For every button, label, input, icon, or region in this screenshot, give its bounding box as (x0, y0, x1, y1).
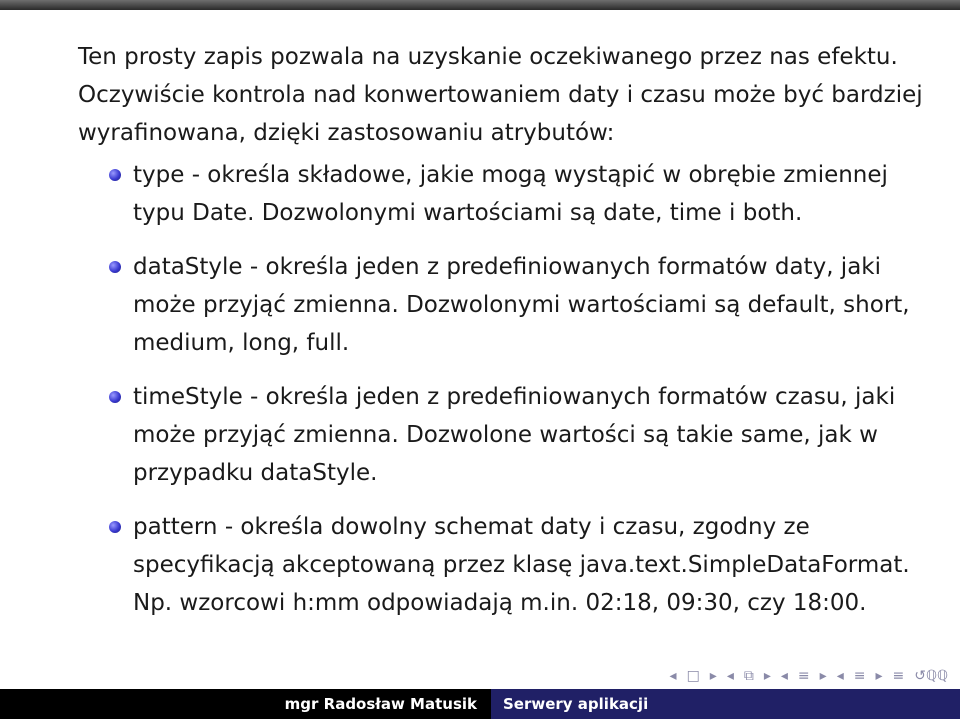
top-bar (0, 0, 960, 10)
list-item-text: timeStyle - określa jeden z predefiniowanych formatów czasu, jaki może przyjąć zmienna. Dozwolone wartości są takie same, jak w przypadku dataStyle. (133, 384, 896, 486)
part-prev-icon[interactable]: ◂ (836, 668, 844, 684)
search-icon[interactable]: ↺ℚℚ (914, 668, 948, 684)
attribute-list (78, 156, 938, 622)
toc-icon[interactable]: ≡ (892, 668, 905, 684)
list-item-type (78, 156, 938, 232)
bullet-ball-icon (109, 391, 121, 403)
frame-prev-icon[interactable]: ◂ (669, 668, 677, 684)
part-icon[interactable]: ≡ (853, 668, 866, 684)
bullet-ball-icon (109, 261, 121, 273)
list-item-timestyle (78, 378, 938, 492)
list-item-pattern (78, 508, 938, 622)
footer (0, 689, 960, 719)
footer-title: Serwery aplikacji (491, 689, 960, 719)
section-prev-icon[interactable]: ◂ (780, 668, 788, 684)
list-item-datastyle (78, 248, 938, 362)
subsection-next-icon[interactable]: ▸ (763, 668, 771, 684)
section-next-icon[interactable]: ▸ (819, 668, 827, 684)
beamer-navigation (670, 668, 948, 684)
intro-paragraph: Ten prosty zapis pozwala na uzyskanie oczekiwanego przez nas efektu. Oczywiście kontrola nad konwertowaniem daty i czasu może być bardziej wyrafinowana, dzięki zastosowaniu atrybutów: (78, 44, 923, 146)
subsection-icon[interactable]: ⧉ (743, 668, 754, 684)
bullet-ball-icon (109, 169, 121, 181)
list-item-text: type - określa składowe, jakie mogą wystąpić w obrębie zmiennej typu Date. Dozwolonymi wartościami są date, time i both. (133, 162, 888, 226)
subsection-prev-icon[interactable]: ◂ (726, 668, 734, 684)
section-icon[interactable]: ≡ (797, 668, 810, 684)
part-next-icon[interactable]: ▸ (875, 668, 883, 684)
slide-body (78, 38, 938, 638)
frame-next-icon[interactable]: ▸ (709, 668, 717, 684)
frame-box-icon[interactable]: □ (686, 668, 700, 684)
bullet-ball-icon (109, 521, 121, 533)
footer-author: mgr Radosław Matusik (0, 689, 491, 719)
list-item-text: pattern - określa dowolny schemat daty i czasu, zgodny ze specyfikacją akceptowaną przez klasę java.text.SimpleDataFormat. Np. wzorcowi h:mm odpowiadają m.in. 02:18, 09:30, czy 18:00. (133, 514, 910, 616)
list-item-text: dataStyle - określa jeden z predefiniowanych formatów daty, jaki może przyjąć zmienna. Dozwolonymi wartościami są default, short, medium, long, full. (133, 254, 910, 356)
